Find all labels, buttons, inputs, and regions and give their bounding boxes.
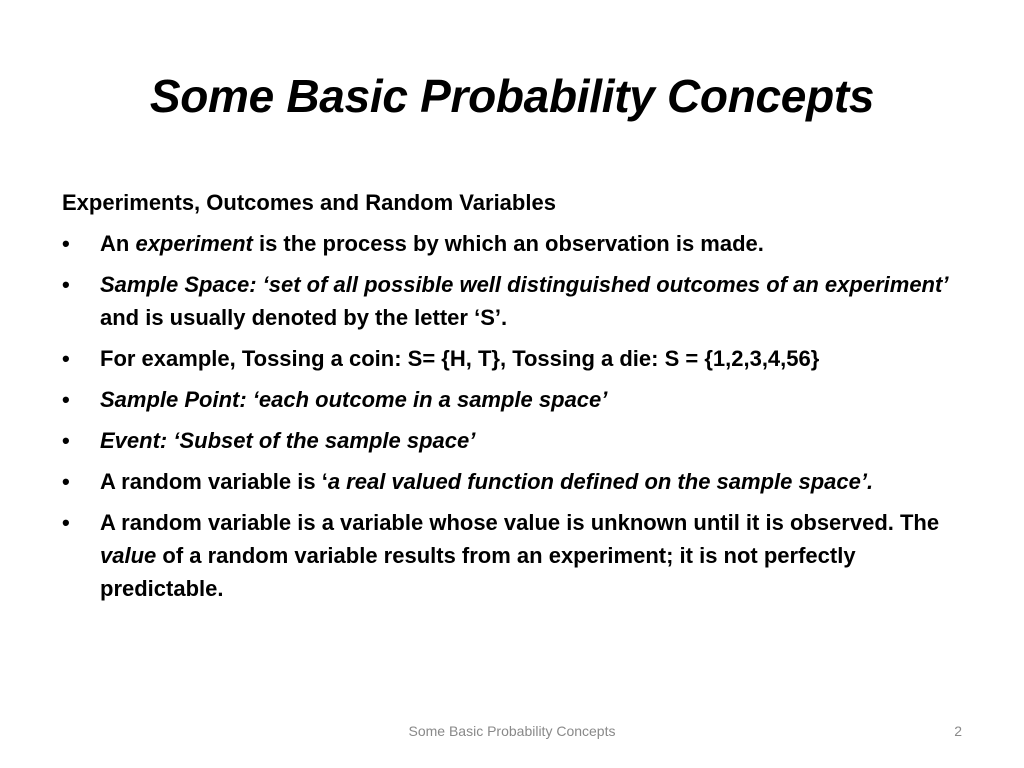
bullet-example [62, 342, 962, 375]
bullet-text: For example, Tossing a coin: S= {H, T}, Tossing a die: S = {1,2,3,4,56} [100, 346, 820, 371]
bullet-icon: • [62, 231, 70, 256]
bullet-icon: • [62, 469, 70, 494]
slide-content [62, 186, 962, 613]
bullet-random-variable-definition [62, 465, 962, 498]
bullet-experiment [62, 227, 962, 260]
bullet-icon: • [62, 346, 70, 371]
section-heading: Experiments, Outcomes and Random Variables [62, 190, 556, 215]
bullet-text: is the process by which an observation is made. [252, 231, 764, 256]
bullet-event [62, 424, 962, 457]
page-number: 2 [954, 723, 962, 739]
bullet-emphasis: value [100, 543, 157, 568]
bullet-text: and is usually denoted by the letter ‘S’. [100, 305, 508, 330]
bullet-text: of a random variable results from an experiment; it is not perfectly predictable. [100, 543, 856, 601]
bullet-icon: • [62, 387, 70, 412]
bullet-text: An [100, 231, 136, 256]
bullet-icon: • [62, 272, 70, 297]
slide-footer: Some Basic Probability Concepts [408, 723, 616, 739]
bullet-sample-space [62, 268, 962, 334]
bullet-emphasis: Sample Point: ‘each outcome in a sample space’ [100, 387, 608, 412]
bullet-emphasis: Event: ‘Subset of the sample space’ [100, 428, 476, 453]
bullet-emphasis: Sample Space: ‘set of all possible well distinguished outcomes of an experiment’ [100, 272, 949, 297]
bullet-text: A random variable is ‘ [100, 469, 328, 494]
bullet-icon: • [62, 428, 70, 453]
bullet-text: A random variable is a variable whose value is unknown until it is observed. The [100, 510, 940, 535]
bullet-list [62, 227, 962, 605]
bullet-random-variable-observed [62, 506, 962, 605]
bullet-emphasis: a real valued function defined on the sample space’. [327, 469, 874, 494]
bullet-emphasis: experiment [135, 231, 253, 256]
bullet-icon: • [62, 510, 70, 535]
bullet-sample-point [62, 383, 962, 416]
slide-title: Some Basic Probability Concepts [149, 70, 875, 122]
